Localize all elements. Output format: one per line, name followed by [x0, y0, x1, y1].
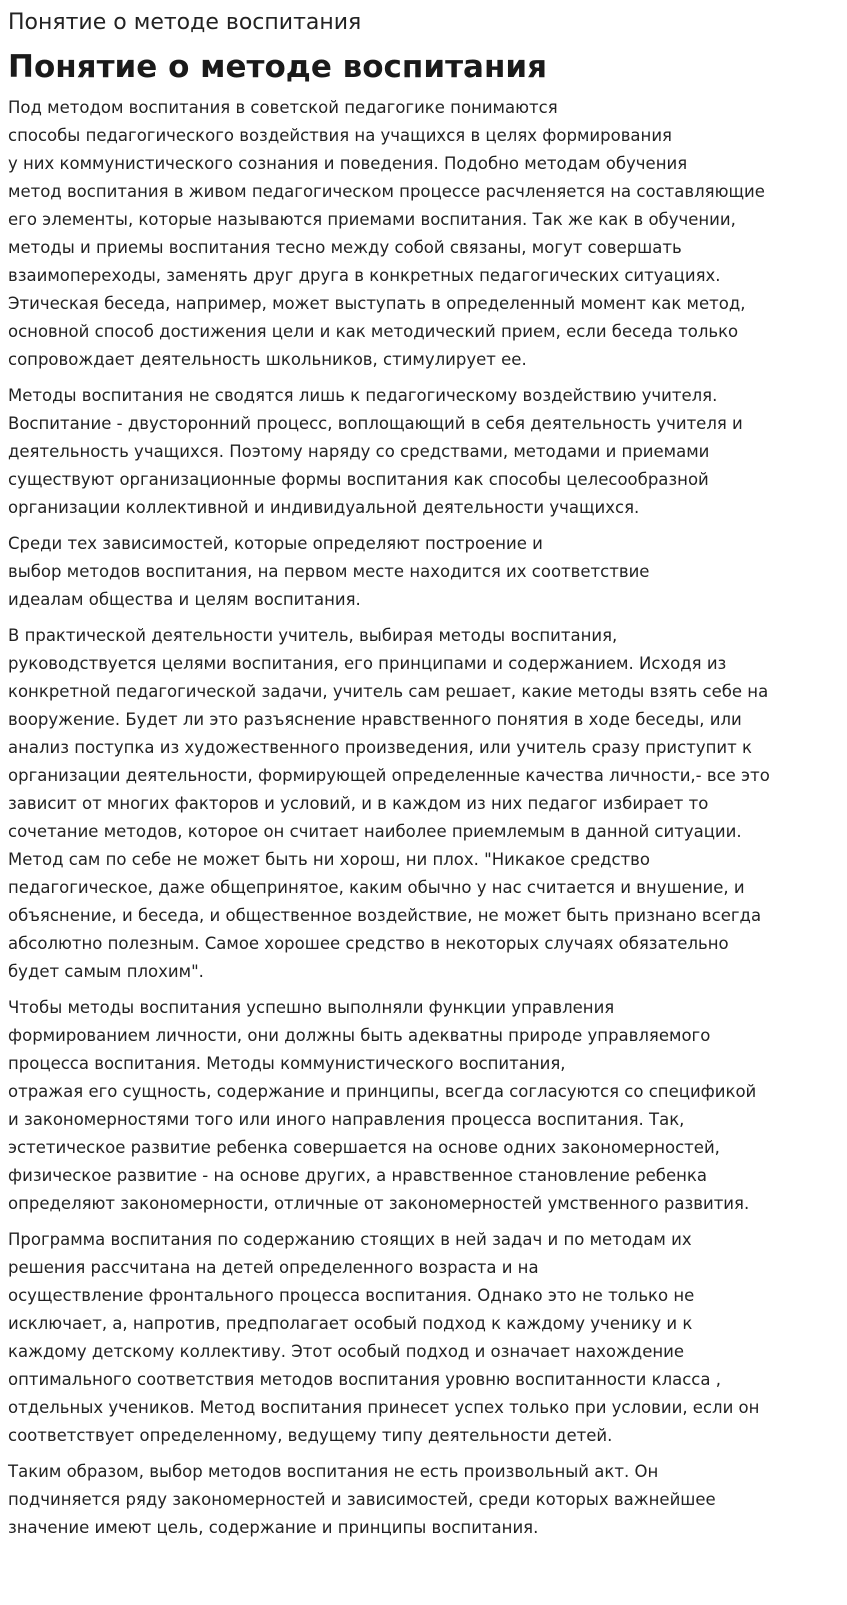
- paragraph-1: Под методом воспитания в советской педагогике понимаются способы педагогического воздействия на учащихся в целях формирования у них коммунистического сознания и поведения. Подобно методам обучения метод воспитания в живом педагогическом процессе расчленяется на составляющие его элементы, которые называются приемами воспитания. Так же как в обучении, методы и приемы воспитания тесно между собой связаны, могут совершать взаимопереходы, заменять друг друга в конкретных педагогических ситуациях. Этическая беседа, например, может выступать в определенный момент как метод, основной способ достижения цели и как методический прием, если беседа только сопровождает деятельность школьников, стимулирует ее.: [8, 98, 765, 369]
- paragraph-3: Среди тех зависимостей, которые определяют построение и выбор методов воспитания, на первом месте находится их соответствие идеалам общества и целям воспитания.: [8, 534, 650, 609]
- document-title: Понятие о методе воспитания: [8, 10, 362, 35]
- paragraph-5: Чтобы методы воспитания успешно выполняли функции управления формированием личности, они должны быть адекватны природе управляемого процесса воспитания. Методы коммунистического воспитания, отражая его сущность, содержание и принципы, всегда согласуются со спецификой и закономерностями того или иного направления процесса воспитания. Так, эстетическое развитие ребенка совершается на основе одних закономерностей, физическое развитие - на основе других, а нравственное становление ребенка определяют закономерности, отличные от закономерностей умственного развития.: [8, 998, 757, 1213]
- paragraph-7: Таким образом, выбор методов воспитания не есть произвольный акт. Он подчиняется ряду закономерностей и зависимостей, среди которых важнейшее значение имеют цель, содержание и принципы воспитания.: [8, 1462, 716, 1537]
- paragraph-2: Методы воспитания не сводятся лишь к педагогическому воздействию учителя. Воспитание - двусторонний процесс, воплощающий в себя деятельность учителя и деятельность учащихся. Поэтому наряду со средствами, методами и приемами существуют организационные формы воспитания как способы целесообразной организации коллективной и индивидуальной деятельности учащихся.: [8, 386, 743, 517]
- article-body: [8, 94, 847, 1542]
- article-heading: Понятие о методе воспитания: [8, 49, 548, 85]
- paragraph-4: В практической деятельности учитель, выбирая методы воспитания, руководствуется целями воспитания, его принципами и содержанием. Исходя из конкретной педагогической задачи, учитель сам решает, какие методы взять себе на вооружение. Будет ли это разъяснение нравственного понятия в ходе беседы, или анализ поступка из художественного произведения, или учитель сразу приступит к организации деятельности, формирующей определенные качества личности,- все это зависит от многих факторов и условий, и в каждом из них педагог избирает то сочетание методов, которое он считает наиболее приемлемым в данной ситуации. Метод сам по себе не может быть ни хорош, ни плох. "Никакое средство педагогическое, даже общепринятое, каким обычно у нас считается и внушение, и объяснение, и беседа, и общественное воздействие, не может быть признано всегда абсолютно полезным. Самое хорошее средство в некоторых случаях обязательно будет самым плохим".: [8, 626, 770, 981]
- paragraph-6: Программа воспитания по содержанию стоящих в ней задач и по методам их решения рассчитана на детей определенного возраста и на осуществление фронтального процесса воспитания. Однако это не только не исключает, а, напротив, предполагает особый подход к каждому ученику и к каждому детскому коллективу. Этот особый подход и означает нахождение оптимального соответствия методов воспитания уровню воспитанности класса , отдельных учеников. Метод воспитания принесет успех только при условии, если он соответствует определенному, ведущему типу деятельности детей.: [8, 1230, 760, 1445]
